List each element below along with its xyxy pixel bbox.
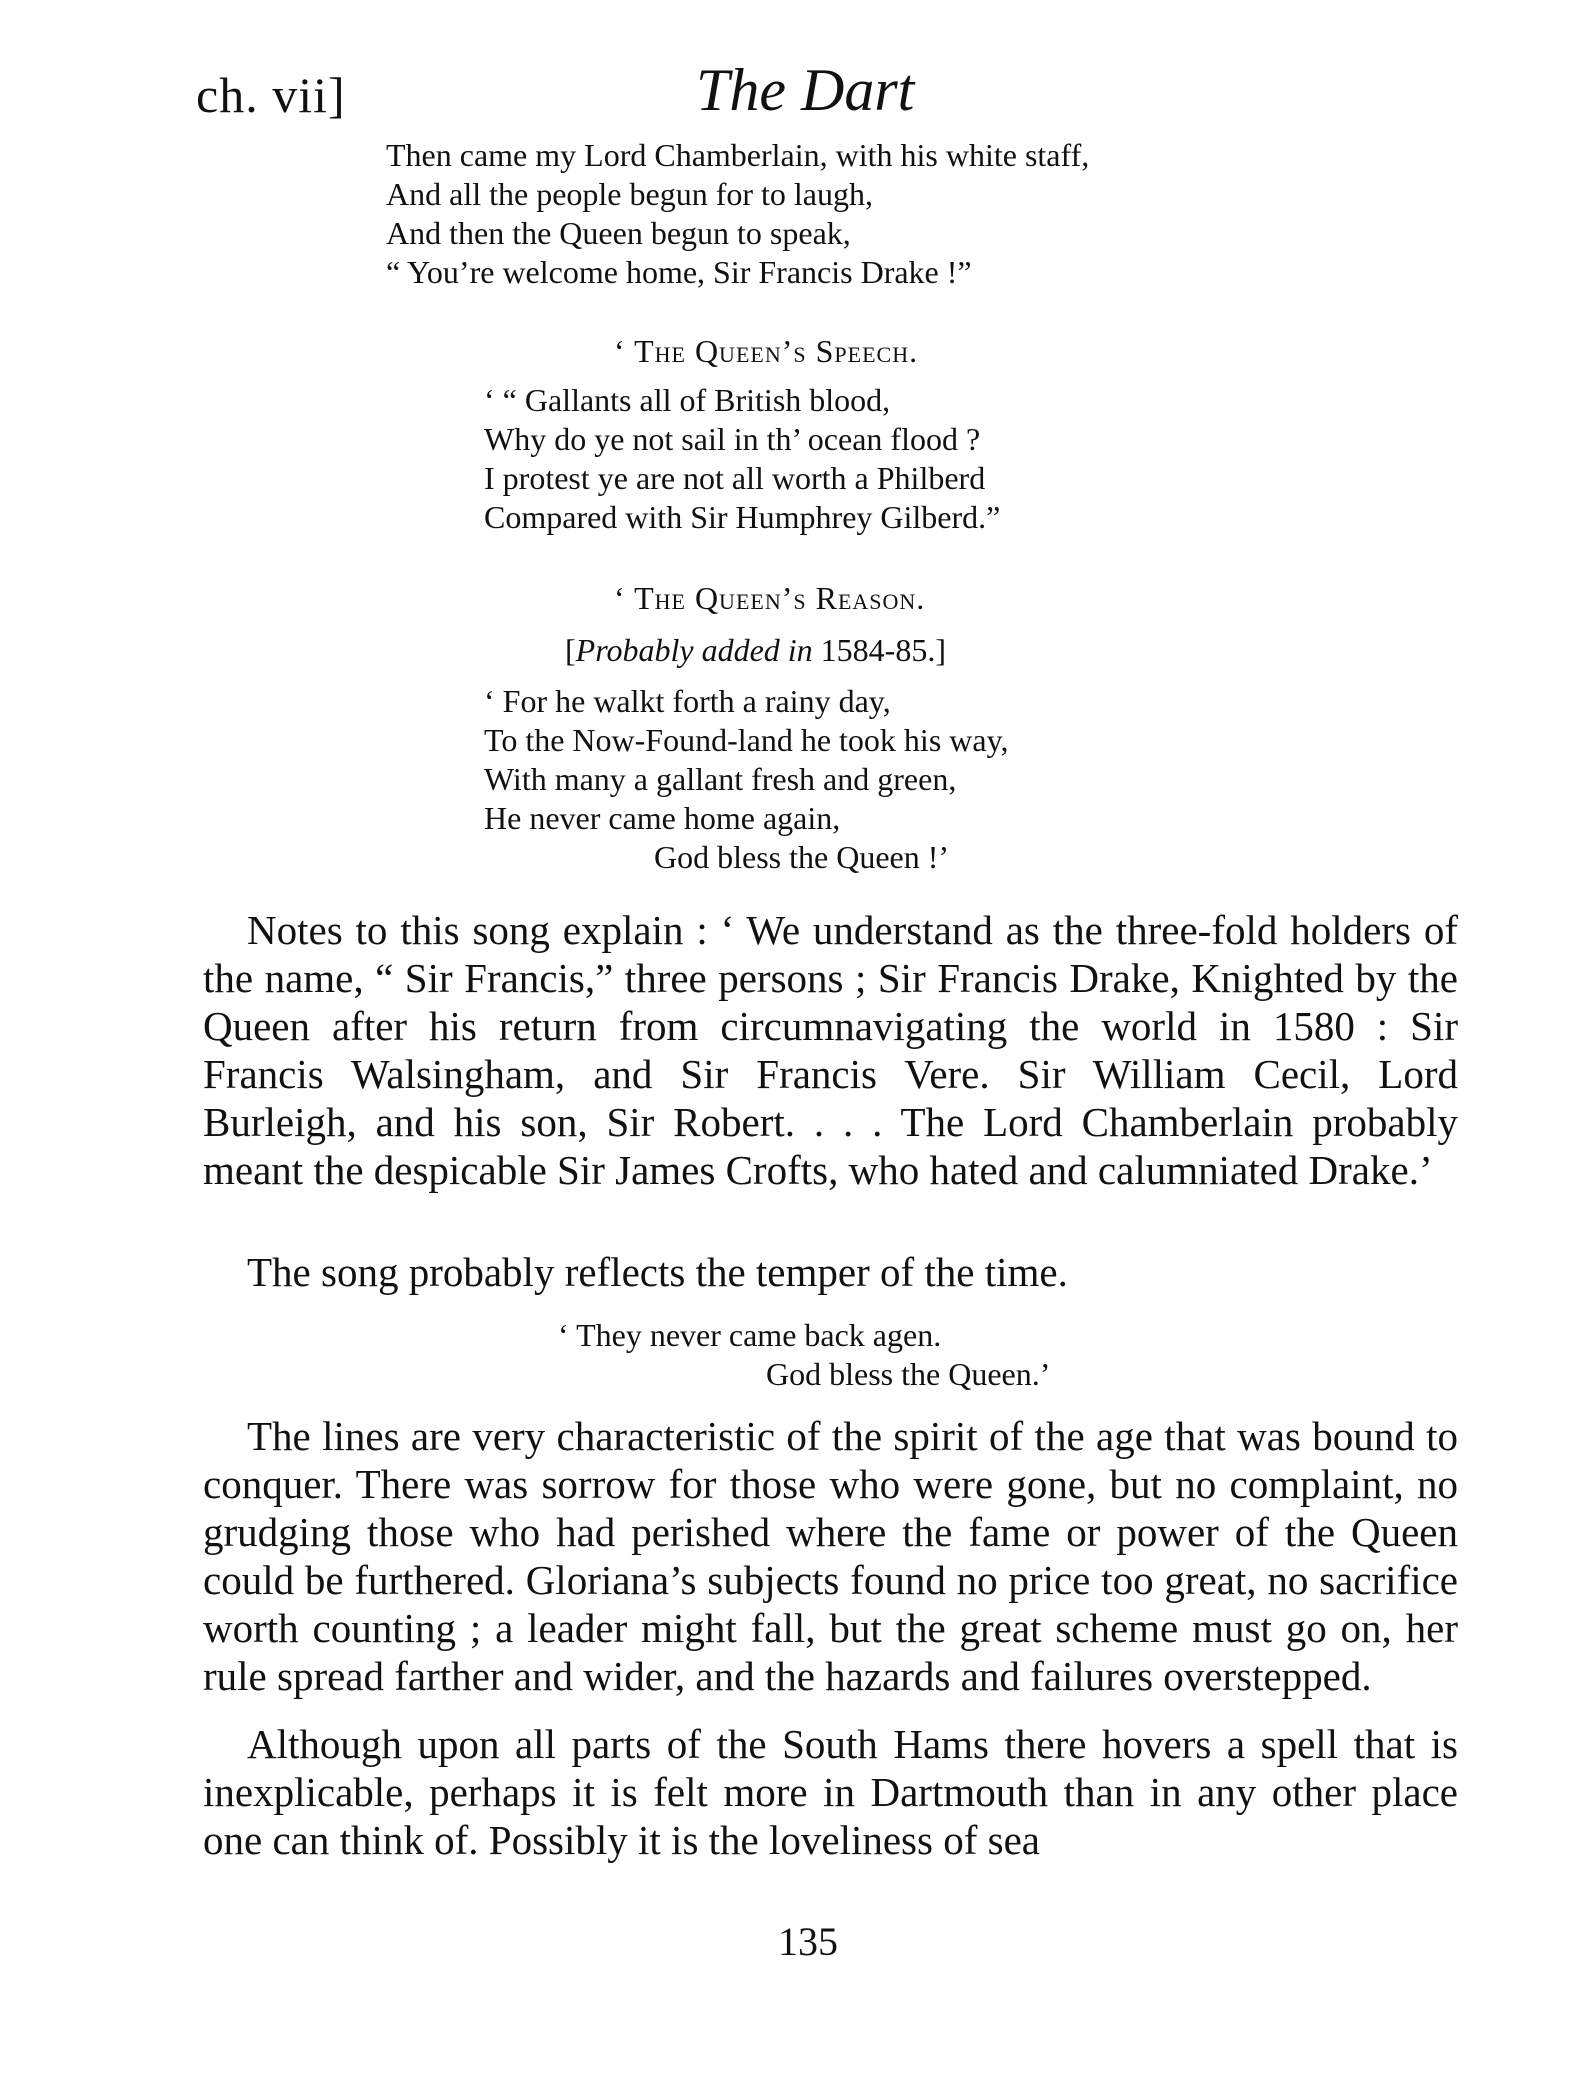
notes-paragraph (203, 906, 1458, 1194)
verse-line: To the Now-Found-land he took his way, (484, 722, 1009, 758)
verse-line: He never came home again, (484, 800, 841, 836)
verse-chamberlain (386, 136, 1089, 292)
running-title: The Dart (696, 57, 915, 123)
verse-line: I protest ye are not all worth a Philberd (484, 460, 986, 496)
south-hams-paragraph (203, 1720, 1458, 1864)
date-note-years: 1584-85. (820, 632, 936, 668)
verse-line: And then the Queen begun to speak, (386, 215, 851, 251)
verse-line: Compared with Sir Humphrey Gilberd.” (484, 499, 1001, 535)
page-number: 135 (778, 1919, 838, 1964)
queens-speech-heading: ‘ The Queen’s Speech. (614, 333, 919, 369)
queens-reason-heading: ‘ The Queen’s Reason. (614, 580, 926, 616)
paragraph-text: The song probably reflects the temper of the time. (247, 1249, 1068, 1295)
verse-queens-speech (484, 381, 1000, 537)
song-paragraph (203, 1248, 1458, 1296)
verse-line: God bless the Queen !’ (654, 839, 950, 875)
verse-line: ‘ They never came back agen. (558, 1317, 942, 1353)
paragraph-text: Notes to this song explain : ‘ We understand as the three-fold holders of the name, “ Sir Francis,” three persons ; Sir Francis Drake, Knighted by the Queen after his return from circumnavigating the world in 1580 : Sir Francis Walsingham, and Sir Francis Vere. Sir William Cecil, Lord Burleigh, and his son, Sir Robert. . . . The Lord Chamberlain probably meant the despicable Sir James Crofts, who hated and calumniated Drake.’ (203, 907, 1458, 1193)
verse-queens-reason (484, 682, 1009, 877)
verse-line: “ You’re welcome home, Sir Francis Drake !” (386, 254, 972, 290)
lines-paragraph (203, 1412, 1458, 1700)
verse-line: ‘ “ Gallants all of British blood, (484, 382, 891, 418)
chapter-marker: ch. vii] (196, 67, 346, 123)
verse-line: And all the people begun for to laugh, (386, 176, 873, 212)
verse-line: Then came my Lord Chamberlain, with his white staff, (386, 137, 1090, 173)
verse-line: Why do ye not sail in th’ ocean flood ? (484, 421, 981, 457)
paragraph-text: Although upon all parts of the South Hams there hovers a spell that is inexplicable, perhaps it is felt more in Dartmouth than in any other place one can think of. Possibly it is the loveliness of sea (203, 1721, 1458, 1863)
verse-line: ‘ For he walkt forth a rainy day, (484, 683, 891, 719)
verse-never-came-back (558, 1316, 1050, 1394)
running-header (196, 56, 1436, 146)
date-note: [Probably added in 1584-85.] (565, 632, 946, 668)
paragraph-text: The lines are very characteristic of the spirit of the age that was bound to conquer. There was sorrow for those who were gone, but no complaint, no grudging those who had perished where the fame or power of the Queen could be furthered. Gloriana’s subjects found no price too great, no sacrifice worth counting ; a leader might fall, but the great scheme must go on, her rule spread farther and wider, and the hazards and failures overstepped. (203, 1413, 1458, 1699)
date-note-italic: Probably added in (575, 632, 813, 668)
verse-line: God bless the Queen.’ (766, 1356, 1051, 1392)
verse-line: With many a gallant fresh and green, (484, 761, 957, 797)
